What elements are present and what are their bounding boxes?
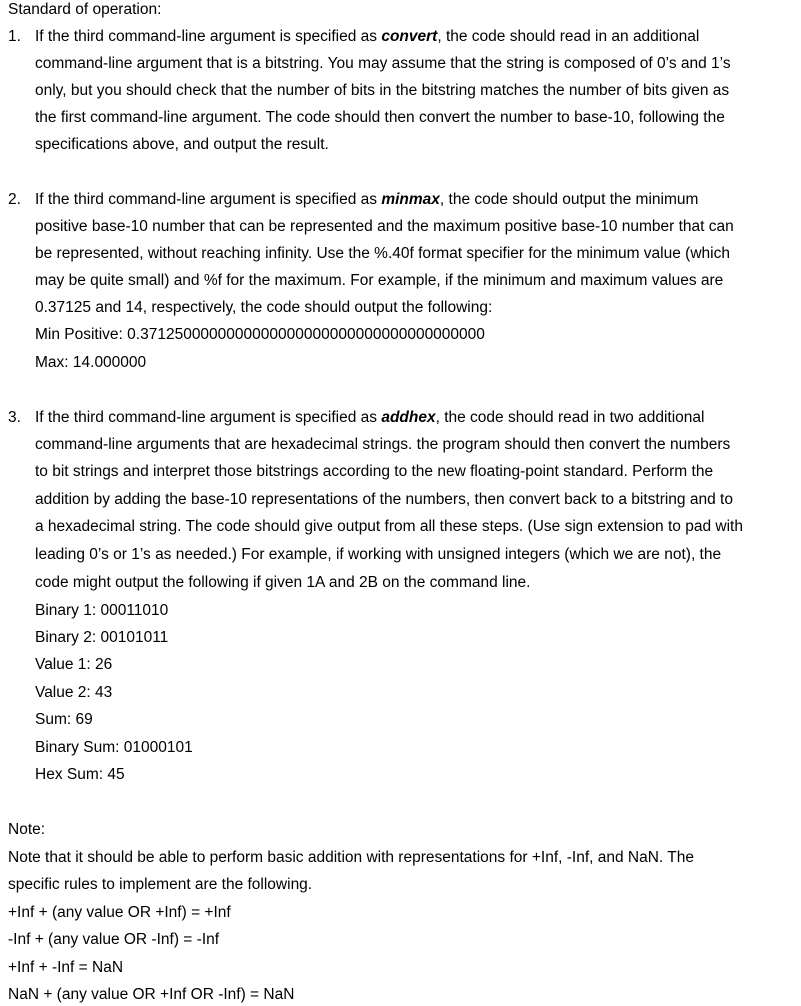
note-rule-3: +Inf + -Inf = NaN bbox=[8, 959, 124, 976]
note-line-1: Note that it should be able to perform basic addition with representations for +Inf, -Inf, and NaN. The bbox=[8, 849, 694, 866]
item-3-line-13: Binary Sum: 01000101 bbox=[35, 739, 193, 756]
note-rule-2: -Inf + (any value OR -Inf) = -Inf bbox=[8, 931, 220, 948]
item-2-line-1 bbox=[35, 190, 698, 210]
item-2-line-2: positive base-10 number that can be represented and the maximum positive base-10 number that can bbox=[35, 218, 734, 235]
item-1-number: 1. bbox=[8, 28, 21, 45]
item-2-number: 2. bbox=[8, 191, 21, 208]
item-3-line-6: leading 0’s or 1’s as needed.) For example, if working with unsigned integers (which we are not), the bbox=[35, 546, 722, 563]
item-3-line-1-pre: If the third command-line argument is specified as bbox=[35, 409, 382, 426]
item-1-line-1-pre: If the third command-line argument is specified as bbox=[35, 28, 382, 45]
item-3-line-1 bbox=[35, 408, 704, 428]
item-3-line-7: code might output the following if given 1A and 2B on the command line. bbox=[35, 574, 531, 591]
item-3-line-1-post: , the code should read in two additional bbox=[435, 409, 705, 426]
item-3-keyword: addhex bbox=[381, 409, 436, 426]
note-heading: Note: bbox=[8, 821, 46, 838]
note-line-2: specific rules to implement are the following. bbox=[8, 876, 313, 893]
item-3-line-10: Value 1: 26 bbox=[35, 656, 113, 673]
item-2-line-3: be represented, without reaching infinity. Use the %.40f format specifier for the minimum value (which bbox=[35, 245, 730, 262]
item-3-number: 3. bbox=[8, 409, 21, 426]
item-1-line-1 bbox=[35, 27, 699, 47]
section-heading: Standard of operation: bbox=[8, 1, 162, 18]
note-rule-4: NaN + (any value OR +Inf OR -Inf) = NaN bbox=[8, 986, 295, 1003]
item-2-line-1-post: , the code should output the minimum bbox=[439, 191, 699, 208]
item-3-line-5: a hexadecimal string. The code should give output from all these steps. (Use sign extension to pad with bbox=[35, 518, 743, 535]
note-rule-1: +Inf + (any value OR +Inf) = +Inf bbox=[8, 904, 231, 921]
item-2-line-6: Min Positive: 0.3712500000000000000000000000000000000000 bbox=[35, 326, 485, 343]
item-3-line-8: Binary 1: 00011010 bbox=[35, 602, 169, 619]
item-2-line-7: Max: 14.000000 bbox=[35, 354, 147, 371]
item-2-line-4: may be quite small) and %f for the maximum. For example, if the minimum and maximum values are bbox=[35, 272, 724, 289]
item-2-line-1-pre: If the third command-line argument is specified as bbox=[35, 191, 382, 208]
item-2-line-5: 0.37125 and 14, respectively, the code should output the following: bbox=[35, 299, 493, 316]
item-1-line-1-post: , the code should read in an additional bbox=[437, 28, 700, 45]
item-3-line-2: command-line arguments that are hexadecimal strings. the program should then convert the numbers bbox=[35, 436, 731, 453]
item-3-line-11: Value 2: 43 bbox=[35, 684, 113, 701]
item-3-line-14: Hex Sum: 45 bbox=[35, 766, 125, 783]
item-3-line-4: addition by adding the base-10 representations of the numbers, then convert back to a bitstring and to bbox=[35, 491, 733, 508]
item-2-keyword: minmax bbox=[381, 191, 440, 208]
item-1-line-3: only, but you should check that the number of bits in the bitstring matches the number of bits given as bbox=[35, 82, 730, 99]
item-3-line-12: Sum: 69 bbox=[35, 711, 93, 728]
item-1-keyword: convert bbox=[381, 28, 438, 45]
item-3-line-9: Binary 2: 00101011 bbox=[35, 629, 169, 646]
item-3-line-3: to bit strings and interpret those bitstrings according to the new floating-point standard. Perform the bbox=[35, 463, 714, 480]
item-1-line-5: specifications above, and output the result. bbox=[35, 136, 329, 153]
item-1-line-2: command-line argument that is a bitstring. You may assume that the string is composed of 0’s and 1’s bbox=[35, 55, 731, 72]
item-1-line-4: the first command-line argument. The code should then convert the number to base-10, following the bbox=[35, 109, 725, 126]
